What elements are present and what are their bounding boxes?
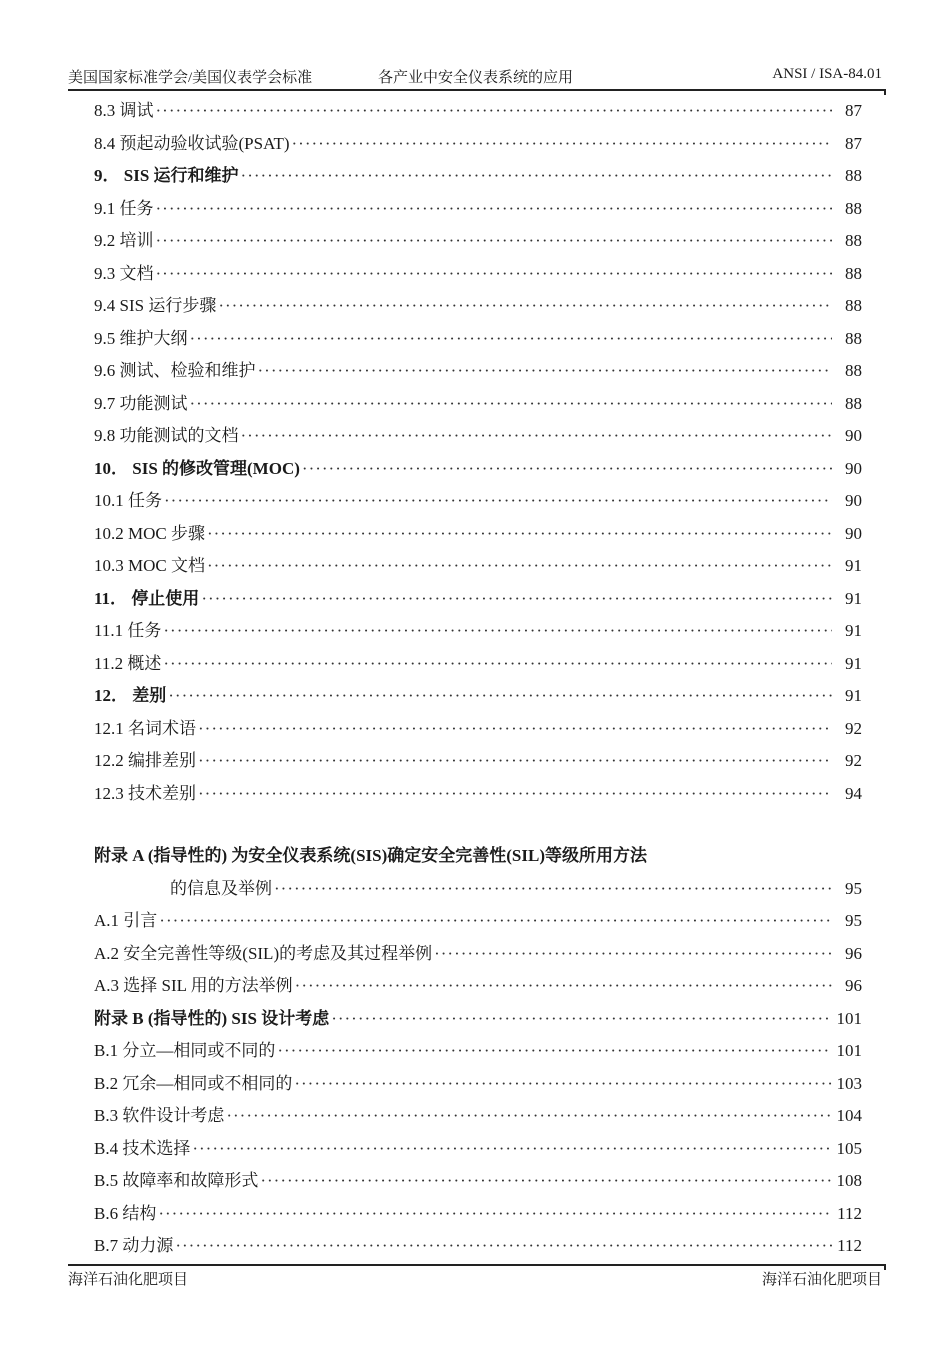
toc-entry[interactable] (94, 713, 862, 746)
toc-entry[interactable] (94, 1100, 862, 1133)
toc-entry-label: 名词术语 (128, 718, 196, 738)
toc-entry-label: 任务 (128, 491, 162, 510)
toc-entry[interactable] (94, 938, 862, 971)
toc-entry[interactable] (94, 420, 862, 453)
toc-leader-dots (198, 778, 832, 811)
toc-entry-number: 9.7 (94, 393, 116, 413)
toc-page-number: 101 (836, 1041, 862, 1060)
toc-entry-label: SIS 的修改管理(MOC) (132, 458, 300, 478)
toc-entry-title (94, 95, 154, 128)
toc-leader-dots (295, 970, 832, 1003)
toc-entry-label: 故障率和故障形式 (122, 1171, 259, 1190)
toc-leader-dots (175, 1230, 832, 1263)
toc-page-number: 91 (845, 588, 862, 608)
toc-entry-label: 功能测试的文档 (119, 426, 239, 445)
toc-entry-number: B.5 (94, 1171, 119, 1190)
toc-leader-dots (156, 95, 833, 128)
toc-entry-title (94, 225, 154, 258)
toc-leader-dots (218, 290, 832, 323)
toc-entry-label: 任务 (127, 621, 162, 640)
toc-entry-number: 12.1 (94, 718, 124, 738)
toc-page-number: 88 (845, 231, 862, 250)
toc-entry-title (94, 1100, 224, 1133)
toc-page-number: 96 (845, 943, 862, 963)
header-standard-number: ANSI / ISA-84.01 (772, 66, 882, 82)
toc-entry-number: 9． (94, 166, 120, 185)
toc-entry-number: B.6 (94, 1203, 119, 1223)
toc-entry-title (94, 938, 432, 971)
toc-page-number: 88 (845, 296, 862, 315)
toc-entry-number: B.7 (94, 1236, 119, 1255)
toc-entry-appendix-a-line1[interactable] (94, 840, 862, 873)
toc-entry-title (94, 778, 196, 811)
toc-page-number: 88 (845, 393, 862, 413)
toc-entry-label: 结构 (122, 1203, 157, 1223)
header-document-title: 各产业中安全仪表系统的应用 (378, 70, 574, 86)
toc-page-number: 88 (845, 166, 862, 185)
toc-leader-dots (159, 905, 832, 938)
toc-entry-label: 差别 (132, 686, 167, 705)
toc-entry-title (94, 420, 239, 453)
toc-entry-title (94, 1035, 275, 1068)
toc-entry-number: 8.4 (94, 133, 116, 153)
toc-leader-dots (163, 615, 832, 648)
toc-entry[interactable] (94, 1003, 862, 1036)
toc-entry-number: 11． (94, 588, 128, 608)
toc-leader-dots (156, 193, 833, 226)
toc-leader-dots (292, 128, 832, 161)
toc-page-number: 96 (845, 976, 862, 995)
toc-entry-title (94, 550, 205, 583)
toc-section-main (94, 95, 862, 810)
toc-page-number: 92 (845, 751, 862, 770)
toc-entry-number: 9.4 (94, 296, 116, 315)
toc-leader-dots (156, 258, 833, 291)
toc-entry-number: 9.8 (94, 426, 116, 445)
toc-entry[interactable] (94, 258, 862, 291)
toc-entry-title (94, 648, 161, 681)
toc-leader-dots (192, 1133, 832, 1166)
toc-entry[interactable] (94, 583, 862, 616)
toc-entry-label: 培训 (119, 231, 154, 250)
toc-entry-number: 11.2 (94, 653, 124, 673)
toc-entry[interactable] (94, 1230, 862, 1263)
toc-page-number: 90 (845, 491, 862, 510)
toc-entry-number: B.1 (94, 1041, 119, 1060)
toc-entry[interactable] (94, 648, 862, 681)
toc-entry-label: 安全完善性等级(SIL)的考虑及其过程举例 (123, 943, 433, 963)
toc-leader-dots (241, 420, 833, 453)
toc-spacer (94, 810, 862, 840)
toc-leader-dots (258, 355, 833, 388)
toc-leader-dots (331, 1003, 832, 1036)
toc-entry[interactable] (94, 290, 862, 323)
toc-page-number: 95 (845, 878, 862, 898)
toc-entry-number: 9.5 (94, 328, 116, 348)
toc-entry-title (94, 1003, 329, 1036)
toc-entry-label: 测试、检验和维护 (119, 361, 256, 380)
toc-entry[interactable] (94, 905, 862, 938)
toc-entry-title (94, 615, 161, 648)
toc-entry-label: MOC 步骤 (128, 523, 205, 543)
toc-page-number: 87 (845, 133, 862, 153)
toc-entry-number: B.3 (94, 1106, 119, 1125)
toc-entry-title (94, 485, 162, 518)
footer-rule (68, 1264, 886, 1266)
toc-entry-title (94, 128, 290, 161)
toc-leader-dots (158, 1198, 832, 1231)
toc-page-number: 112 (837, 1203, 862, 1223)
toc-leader-dots (277, 1035, 832, 1068)
toc-entry-number: 12.2 (94, 751, 124, 770)
toc-entry[interactable] (94, 323, 862, 356)
toc-page-number: 90 (845, 426, 862, 445)
toc-entry[interactable] (94, 95, 862, 128)
toc-entry-number: 10.1 (94, 491, 124, 510)
toc-page-number: 112 (837, 1236, 862, 1255)
toc-entry-label: 维护大纲 (119, 328, 188, 348)
toc-page-number: 88 (845, 198, 862, 218)
toc-leader-dots (190, 323, 833, 356)
toc-entry-title (94, 1068, 292, 1101)
toc-entry-label: 技术选择 (122, 1138, 191, 1158)
toc-entry[interactable] (94, 615, 862, 648)
toc-entry-title (94, 258, 154, 291)
toc-page-number: 95 (845, 911, 862, 930)
toc-leader-dots (198, 745, 832, 778)
toc-entry[interactable] (94, 745, 862, 778)
toc-entry-title (94, 388, 188, 421)
toc-entry-number: 10.3 (94, 556, 124, 575)
toc-entry-number: 9.6 (94, 361, 116, 380)
toc-entry-number: 9.1 (94, 198, 116, 218)
toc-leader-dots (190, 388, 833, 421)
toc-leader-dots (226, 1100, 832, 1133)
toc-page-number: 104 (836, 1106, 862, 1125)
toc-leader-dots (260, 1165, 832, 1198)
appendix-a-subtitle: 的信息及举例 (170, 878, 272, 898)
toc-entry[interactable] (94, 388, 862, 421)
toc-entry-label: SIS 运行步骤 (119, 296, 217, 315)
toc-page-number: 90 (845, 458, 862, 478)
toc-leader-dots (163, 648, 832, 681)
toc-entry-title (94, 323, 188, 356)
toc-entry-title (94, 518, 205, 551)
toc-entry-title (94, 713, 196, 746)
toc-entry-label: MOC 文档 (128, 556, 205, 575)
toc-entry-appendix-a-line2[interactable] (94, 873, 862, 906)
toc-entry-number: 8.3 (94, 101, 116, 120)
toc-page-number: 92 (845, 718, 862, 738)
toc-entry-label: SIS 设计考虑 (231, 1008, 330, 1028)
toc-entry-label: 调试 (119, 101, 154, 120)
toc-entry[interactable] (94, 1133, 862, 1166)
toc-entry-label: 功能测试 (119, 393, 188, 413)
toc-leader-dots (241, 160, 832, 193)
toc-leader-dots (302, 453, 832, 486)
toc-entry[interactable] (94, 1198, 862, 1231)
toc-leader-dots (198, 713, 832, 746)
toc-entry-number: 9.3 (94, 263, 116, 283)
toc-entry-label: 冗余—相同或不相同的 (122, 1073, 293, 1093)
toc-entry-label: 选择 SIL 用的方法举例 (123, 976, 293, 995)
toc-entry-title (94, 160, 239, 193)
toc-entry-number: B.4 (94, 1138, 119, 1158)
toc-entry-number: 11.1 (94, 621, 124, 640)
toc-entry[interactable] (94, 680, 862, 713)
toc-entry-label: 分立—相同或不同的 (122, 1041, 276, 1060)
toc-page-number: 101 (836, 1008, 862, 1028)
toc-entry-number: 9.2 (94, 231, 116, 250)
toc-entry[interactable] (94, 355, 862, 388)
toc-entry-title (94, 745, 196, 778)
toc-entry-label: 停止使用 (131, 588, 200, 608)
toc-page-number: 91 (845, 556, 862, 575)
toc-entry-title (94, 905, 157, 938)
toc-entry[interactable] (94, 550, 862, 583)
toc-entry-title (94, 290, 216, 323)
toc-entry-title (94, 1165, 258, 1198)
toc-entry-label: 任务 (119, 198, 154, 218)
toc-leader-dots (156, 225, 833, 258)
footer-project-right: 海洋石油化肥项目 (761, 1272, 882, 1288)
toc-page-number: 108 (836, 1171, 862, 1190)
toc-leader-dots (294, 1068, 832, 1101)
toc-leader-dots (434, 938, 832, 971)
toc-entry-number: 10． (94, 458, 128, 478)
toc-entry-number: A.3 (94, 976, 120, 995)
toc-leader-dots (168, 680, 832, 713)
toc-entry-title (94, 583, 199, 616)
toc-entry-label: 动力源 (122, 1236, 174, 1255)
toc-entry-number: A.2 (94, 943, 120, 963)
toc-entry-label: 引言 (123, 911, 158, 930)
toc-page-number: 103 (836, 1073, 862, 1093)
toc-leader-dots (207, 550, 832, 583)
toc-entry[interactable] (94, 193, 862, 226)
toc-entry-number: 10.2 (94, 523, 124, 543)
toc-entry-number: 附录 B (指导性的) (94, 1008, 228, 1028)
toc-entry[interactable] (94, 485, 862, 518)
toc-entry[interactable] (94, 778, 862, 811)
toc-entry[interactable] (94, 1035, 862, 1068)
toc-entry-title (94, 680, 166, 713)
toc-entry[interactable] (94, 128, 862, 161)
toc-page-number: 91 (845, 653, 862, 673)
toc-entry[interactable] (94, 970, 862, 1003)
toc-entry[interactable] (94, 160, 862, 193)
table-of-contents (94, 95, 862, 1263)
page-footer (68, 1268, 886, 1290)
appendix-a-title: 附录 A (指导性的) 为安全仪表系统(SIS)确定安全完善性(SIL)等级所用方法 (94, 846, 647, 865)
toc-entry[interactable] (94, 518, 862, 551)
toc-page-number: 90 (845, 523, 862, 543)
toc-page-number: 94 (845, 783, 862, 803)
toc-entry-label: SIS 运行和维护 (123, 166, 239, 185)
toc-entry[interactable] (94, 225, 862, 258)
toc-entry-label: 文档 (119, 263, 154, 283)
toc-section-appendix (94, 905, 862, 1263)
toc-entry-title (94, 453, 300, 486)
toc-entry-title (94, 193, 154, 226)
toc-entry-number: B.2 (94, 1073, 119, 1093)
toc-page-number: 87 (845, 101, 862, 120)
footer-project-left: 海洋石油化肥项目 (68, 1272, 189, 1288)
header-standard-org: 美国国家标准学会/美国仪表学会标准 (68, 70, 313, 86)
page-header (68, 66, 886, 88)
toc-page-number: 105 (836, 1138, 862, 1158)
toc-entry-title (94, 1133, 190, 1166)
toc-entry[interactable] (94, 1068, 862, 1101)
toc-page-number: 88 (845, 328, 862, 348)
toc-page-number: 88 (845, 263, 862, 283)
toc-entry-label: 软件设计考虑 (122, 1106, 225, 1125)
toc-entry-number: 12． (94, 686, 128, 705)
toc-entry-title (94, 355, 256, 388)
toc-entry-number: A.1 (94, 911, 120, 930)
toc-page-number: 91 (845, 621, 862, 640)
toc-page-number: 91 (845, 686, 862, 705)
toc-entry-title (94, 970, 293, 1003)
toc-entry-label: 编排差别 (128, 751, 196, 770)
toc-entry-title (94, 1230, 173, 1263)
toc-entry-label: 概述 (127, 653, 162, 673)
toc-leader-dots (274, 873, 832, 906)
toc-page-number: 88 (845, 361, 862, 380)
toc-entry-title (94, 1198, 156, 1231)
toc-entry-number: 12.3 (94, 783, 124, 803)
toc-leader-dots (201, 583, 832, 616)
toc-entry-label: 技术差别 (128, 783, 196, 803)
header-rule (68, 89, 886, 91)
toc-entry[interactable] (94, 1165, 862, 1198)
toc-leader-dots (207, 518, 832, 551)
toc-entry-label: 预起动验收试验(PSAT) (119, 133, 290, 153)
toc-leader-dots (164, 485, 832, 518)
toc-entry[interactable] (94, 453, 862, 486)
